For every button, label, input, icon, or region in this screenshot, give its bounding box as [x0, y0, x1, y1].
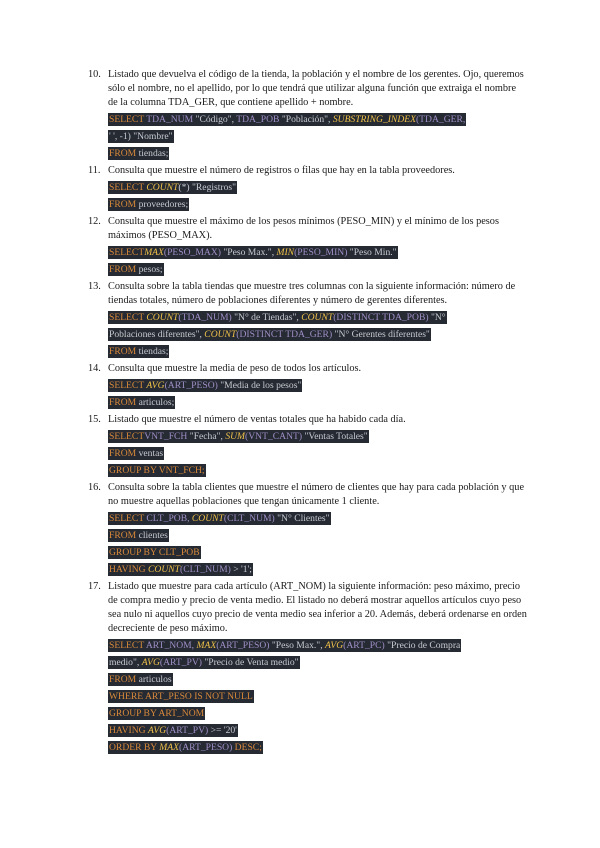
code-line — [108, 325, 528, 342]
item-number: 10. — [88, 69, 101, 80]
code-token-kw: FROM — [109, 199, 139, 210]
code-line — [108, 243, 528, 260]
code-token-col: (VNT_CANT) — [245, 431, 303, 442]
code-highlight — [108, 198, 189, 211]
code-line — [108, 721, 528, 738]
code-token-str: "Peso Min." — [347, 247, 397, 258]
code-highlight — [108, 147, 169, 160]
sql-code-block — [108, 509, 528, 577]
code-token-txt: clientes — [138, 530, 168, 541]
code-token-col: (DISTINCT TDA_POB) — [333, 312, 429, 323]
code-token-str: "Peso Max.", — [269, 640, 325, 651]
code-token-col: TDA_POB — [236, 114, 280, 125]
code-line — [108, 393, 528, 410]
item-header — [88, 280, 528, 308]
code-token-str: "Media de los pesos" — [217, 380, 302, 391]
code-token-col: (ART_PESO) — [164, 380, 218, 391]
code-token-col: TDA_NUM — [146, 114, 194, 125]
code-token-kw: FROM — [109, 264, 139, 275]
item-question: Consulta que muestre el máximo de los pesos mínimos (PESO_MIN) y el mínimo de los pesos máximos (PESO_MAX). — [108, 216, 499, 241]
code-token-str: "Código", — [193, 114, 237, 125]
code-token-str: "N° de Tiendas", — [231, 312, 302, 323]
sql-code-block — [108, 376, 528, 410]
code-token-kw: SELECT — [109, 312, 147, 323]
code-line — [108, 543, 528, 560]
code-highlight — [108, 263, 164, 276]
code-token-kw: SELECT — [109, 182, 147, 193]
code-token-fn: MAX — [144, 247, 164, 258]
item-number: 13. — [88, 281, 101, 292]
code-token-col: (ART_PV) — [166, 725, 209, 736]
code-token-str: "Precio de Compra — [384, 640, 461, 651]
code-token-str: >= '20' — [208, 725, 237, 736]
code-token-fn: COUNT — [146, 182, 179, 193]
code-token-txt: ventas — [138, 448, 164, 459]
code-highlight — [108, 113, 466, 126]
code-token-fn: AVG — [325, 640, 344, 651]
code-token-str: ' ', -1) "Nombre" — [109, 131, 173, 142]
code-highlight — [108, 311, 447, 324]
code-line — [108, 342, 528, 359]
code-highlight — [108, 673, 173, 686]
code-token-txt: tiendas; — [138, 346, 169, 357]
code-token-str: "Precio de Venta medio" — [201, 657, 299, 668]
code-line — [108, 110, 528, 127]
code-token-kw: SELECT — [109, 114, 147, 125]
code-highlight — [108, 430, 369, 443]
code-token-fn: MIN — [276, 247, 295, 258]
code-token-kw: GROUP BY CLT_POB — [109, 547, 200, 558]
code-line — [108, 560, 528, 577]
code-line — [108, 260, 528, 277]
item-header — [88, 215, 528, 243]
item-question: Consulta sobre la tabla clientes que muestre el número de clientes que hay para cada población y que no muestre aquellas poblaciones que tengan únicamente 1 cliente. — [108, 482, 525, 507]
sql-code-block — [108, 110, 528, 161]
code-token-str: (*) "Registros" — [178, 182, 237, 193]
code-line — [108, 704, 528, 721]
code-line — [108, 670, 528, 687]
code-token-col: (PESO_MIN) — [294, 247, 348, 258]
code-token-kw: SELECT — [109, 431, 145, 442]
code-token-fn: COUNT — [191, 513, 224, 524]
item-header — [88, 68, 528, 110]
item-header — [88, 362, 528, 376]
code-line — [108, 308, 528, 325]
code-token-col: ART_NOM, — [145, 640, 197, 651]
code-token-str: "Ventas Totales" — [302, 431, 368, 442]
code-token-col: (ART_PESO) — [216, 640, 270, 651]
code-token-str: "N° Gerentes diferentes" — [332, 329, 430, 340]
code-line — [108, 738, 528, 755]
code-token-str: Poblaciones diferentes", — [109, 329, 205, 340]
code-highlight — [108, 690, 254, 703]
code-token-kw: FROM — [109, 674, 139, 685]
code-token-txt: articulos; — [138, 397, 175, 408]
item-number: 11. — [88, 165, 101, 176]
code-token-fn: COUNT — [146, 312, 179, 323]
code-line — [108, 178, 528, 195]
item-question: Consulta que muestre el número de registros o filas que hay en la tabla proveedores. — [108, 165, 455, 176]
code-token-txt: pesos; — [138, 264, 163, 275]
code-line — [108, 144, 528, 161]
code-token-fn: AVG — [141, 657, 160, 668]
code-token-kw: ORDER BY — [109, 742, 160, 753]
code-highlight — [108, 379, 302, 392]
list-item — [88, 280, 528, 359]
list-item — [88, 362, 528, 410]
code-token-str: medio", — [109, 657, 142, 668]
code-token-kw: SELECT — [109, 380, 147, 391]
code-token-kw: FROM — [109, 397, 139, 408]
code-highlight — [108, 464, 206, 477]
list-item — [88, 413, 528, 478]
list-item — [88, 68, 528, 161]
code-line — [108, 509, 528, 526]
code-token-fn: COUNT — [301, 312, 334, 323]
item-question: Listado que devuelva el código de la tienda, la población y el nombre de los gerentes. Ojo, queremos sólo el nombre, no el apellido, por lo que tendrá que utilizar alguna función que extraiga el nombre de la columna TDA_GER, que contiene apellido + nombre. — [108, 69, 524, 108]
code-highlight — [108, 741, 263, 754]
code-token-str: "Fecha", — [187, 431, 226, 442]
item-header — [88, 580, 528, 636]
sql-code-block — [108, 243, 528, 277]
code-token-kw: DESC; — [232, 742, 262, 753]
item-question: Consulta sobre la tabla tiendas que muestre tres columnas con la siguiente información: número de tiendas totales, número de poblaciones diferentes y número de gerentes diferentes. — [108, 281, 516, 306]
code-token-str: "Población", — [279, 114, 333, 125]
sql-code-block — [108, 636, 528, 755]
code-highlight — [108, 447, 164, 460]
code-line — [108, 376, 528, 393]
code-highlight — [108, 396, 175, 409]
code-token-col: (TDA_NUM) — [178, 312, 232, 323]
sql-code-block — [108, 427, 528, 478]
code-line — [108, 653, 528, 670]
item-number: 16. — [88, 482, 101, 493]
code-token-txt: tiendas; — [138, 148, 169, 159]
list-item — [88, 580, 528, 755]
code-token-col: (TDA_GER, — [415, 114, 466, 125]
document-page — [88, 68, 528, 758]
list-item — [88, 164, 528, 212]
code-highlight — [108, 345, 169, 358]
item-question: Listado que muestre para cada artículo (ART_NOM) la siguiente información: peso máximo, precio de compra medio y precio de venta medio. El listado no deberá mostrar aquellos artículos cuyo peso sea nulo ni aquellos cuyo precio de venta medio sea inferior a 20. Además, deberá ordenarse en orden decreciente de peso máximo. — [108, 581, 527, 634]
code-token-col: CLT_POB, — [146, 513, 192, 524]
code-token-col: (ART_PC) — [343, 640, 385, 651]
code-token-kw: FROM — [109, 346, 139, 357]
sql-code-block — [108, 178, 528, 212]
code-token-fn: MAX — [159, 742, 180, 753]
code-token-col: (PESO_MAX) — [163, 247, 221, 258]
code-line — [108, 461, 528, 478]
code-line — [108, 526, 528, 543]
code-token-kw: SELECT — [109, 247, 145, 258]
code-highlight — [108, 130, 174, 143]
code-line — [108, 636, 528, 653]
code-token-kw: FROM — [109, 530, 139, 541]
code-line — [108, 195, 528, 212]
item-number: 12. — [88, 216, 101, 227]
item-number: 17. — [88, 581, 101, 592]
code-token-fn: MAX — [196, 640, 217, 651]
item-header — [88, 481, 528, 509]
code-token-col: (CLT_NUM) — [180, 564, 231, 575]
code-token-str: "Peso Max.", — [220, 247, 277, 258]
code-highlight — [108, 512, 331, 525]
code-token-kw: WHERE ART_PESO IS NOT NULL — [109, 691, 253, 702]
list-item — [88, 481, 528, 577]
code-token-kw: FROM — [109, 148, 139, 159]
code-token-str: "N° Clientes" — [274, 513, 330, 524]
code-line — [108, 427, 528, 444]
item-number: 14. — [88, 363, 101, 374]
code-line — [108, 687, 528, 704]
code-token-kw: HAVING — [109, 564, 148, 575]
code-highlight — [108, 246, 398, 259]
code-token-str: "N° — [428, 312, 446, 323]
code-line — [108, 127, 528, 144]
code-token-col: (CLT_NUM) — [223, 513, 275, 524]
code-highlight — [108, 563, 253, 576]
code-token-kw: SELECT — [109, 513, 147, 524]
code-token-fn: AVG — [148, 725, 167, 736]
code-token-txt: proveedores; — [138, 199, 189, 210]
code-token-fn: SUM — [225, 431, 246, 442]
code-highlight — [108, 546, 201, 559]
code-token-kw: SELECT — [109, 640, 146, 651]
code-token-kw: FROM — [109, 448, 139, 459]
code-highlight — [108, 181, 237, 194]
code-highlight — [108, 724, 238, 737]
item-header — [88, 164, 528, 178]
code-highlight — [108, 639, 461, 652]
sql-code-block — [108, 308, 528, 359]
code-highlight — [108, 529, 169, 542]
code-token-fn: COUNT — [204, 329, 237, 340]
item-header — [88, 413, 528, 427]
code-token-col: VNT_FCH — [144, 431, 188, 442]
code-token-fn: SUBSTRING_INDEX — [332, 114, 416, 125]
code-token-col: (DISTINCT TDA_GER) — [236, 329, 333, 340]
code-line — [108, 444, 528, 461]
item-question: Listado que muestre el número de ventas totales que ha habido cada día. — [108, 414, 406, 425]
code-token-col: (ART_PESO) — [179, 742, 233, 753]
code-token-fn: AVG — [146, 380, 165, 391]
code-token-str: > '1'; — [230, 564, 252, 575]
code-highlight — [108, 656, 300, 669]
code-token-kw: HAVING — [109, 725, 148, 736]
list-item — [88, 215, 528, 277]
item-question: Consulta que muestre la media de peso de todos los artículos. — [108, 363, 362, 374]
code-token-col: (ART_PV) — [159, 657, 202, 668]
code-token-kw: GROUP BY VNT_FCH; — [109, 465, 205, 476]
code-token-kw: GROUP BY ART_NOM — [109, 708, 205, 719]
code-token-txt: articulos — [138, 674, 172, 685]
code-highlight — [108, 707, 205, 720]
code-token-fn: COUNT — [148, 564, 180, 575]
code-highlight — [108, 328, 431, 341]
item-number: 15. — [88, 414, 101, 425]
